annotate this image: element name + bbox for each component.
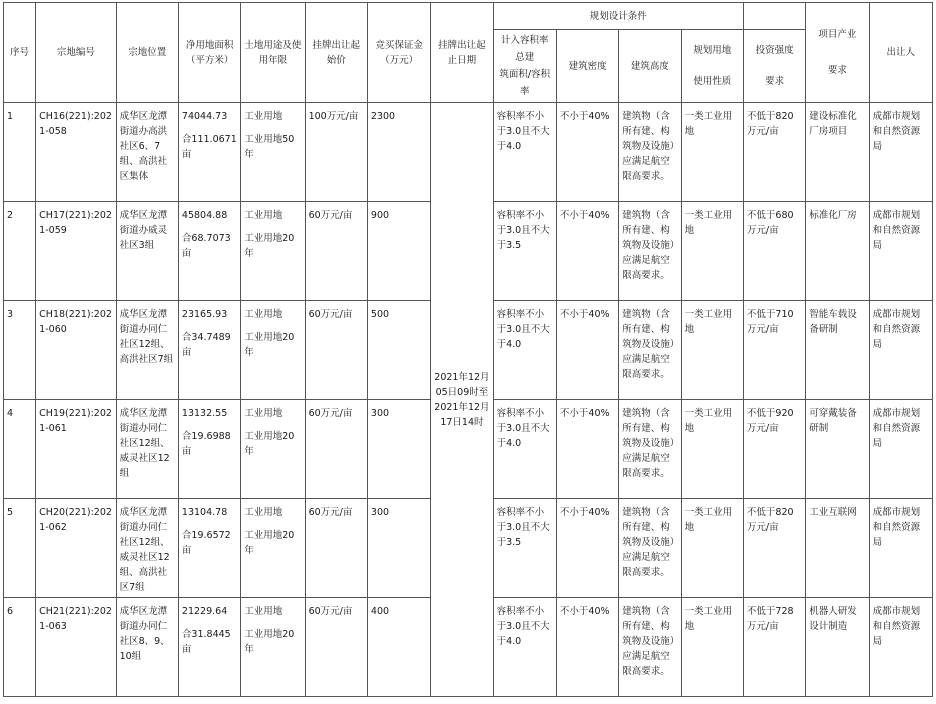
header-net-area: 净用地面积（平方米） (178, 3, 240, 103)
cell-net-area (178, 103, 240, 202)
cell-density: 不小于40% (556, 103, 618, 202)
cell-parcel-no: CH16(221):2021-058 (36, 103, 116, 202)
cell-seq: 2 (4, 202, 36, 301)
area-mu: 合19.6988亩 (181, 431, 231, 457)
cell-density: 不小于40% (556, 598, 618, 697)
cell-net-area (178, 499, 240, 598)
area-sqm: 13132.55 (181, 408, 228, 419)
cell-investment: 不低于820万元/亩 (743, 103, 805, 202)
cell-far: 容积率不小于3.0且不大于4.0 (493, 103, 556, 202)
cell-land-use (241, 499, 305, 598)
header-investment-line2: 要求 (765, 76, 785, 87)
header-planning-conditions: 规划设计条件 (493, 3, 743, 30)
cell-land-use (241, 400, 305, 499)
cell-parcel-no: CH21(221):2021-063 (36, 598, 116, 697)
cell-location: 成华区龙潭街道办同仁社区12组、威灵社区12组、高洪社区7组 (116, 499, 178, 598)
cell-parcel-no: CH19(221):2021-061 (36, 400, 116, 499)
land-use-term: 工业用地20年 (244, 332, 295, 358)
cell-grantor: 成都市规划和自然资源局 (869, 499, 932, 598)
header-seq: 序号 (4, 3, 36, 103)
cell-investment: 不低于920万元/亩 (743, 400, 805, 499)
header-density: 建筑密度 (556, 30, 618, 103)
cell-grantor: 成都市规划和自然资源局 (869, 598, 932, 697)
land-use-term: 工业用地20年 (244, 530, 295, 556)
cell-start-price: 100万元/亩 (305, 103, 367, 202)
cell-seq: 1 (4, 103, 36, 202)
cell-investment: 不低于710万元/亩 (743, 301, 805, 400)
land-listing-table (3, 2, 933, 697)
header-land-use: 土地用途及使用年限 (241, 3, 305, 103)
area-mu: 合68.7073亩 (181, 233, 231, 259)
cell-parcel-no: CH20(221):2021-062 (36, 499, 116, 598)
header-land-nature (681, 30, 743, 103)
cell-seq: 6 (4, 598, 36, 697)
cell-industry: 标准化厂房 (806, 202, 869, 301)
header-land-nature-line1: 规划用地 (693, 45, 732, 56)
cell-height: 建筑物（含所有建、构筑物及设施）应满足航空限高要求。 (619, 598, 681, 697)
land-use-term: 工业用地50年 (244, 134, 295, 160)
cell-deposit: 2300 (367, 103, 430, 202)
cell-parcel-no: CH18(221):2021-060 (36, 301, 116, 400)
cell-land-use (241, 103, 305, 202)
cell-investment: 不低于820万元/亩 (743, 499, 805, 598)
cell-listing-period: 2021年12月05日09时至2021年12月17日14时 (431, 103, 493, 697)
header-land-nature-line2: 使用性质 (693, 76, 732, 87)
cell-parcel-no: CH17(221):2021-059 (36, 202, 116, 301)
cell-density: 不小于40% (556, 400, 618, 499)
cell-industry: 工业互联网 (806, 499, 869, 598)
header-far (493, 30, 556, 103)
land-use-type: 工业用地 (244, 507, 283, 518)
cell-net-area (178, 400, 240, 499)
header-industry (806, 3, 869, 103)
cell-deposit: 300 (367, 499, 430, 598)
cell-seq: 5 (4, 499, 36, 598)
cell-start-price: 60万元/亩 (305, 499, 367, 598)
cell-deposit: 300 (367, 400, 430, 499)
cell-start-price: 60万元/亩 (305, 301, 367, 400)
cell-investment: 不低于728万元/亩 (743, 598, 805, 697)
land-use-type: 工业用地 (244, 408, 283, 419)
cell-industry: 可穿戴装备研制 (806, 400, 869, 499)
header-far-line1: 计入容积率 (500, 35, 549, 46)
area-sqm: 45804.88 (181, 210, 228, 221)
header-industry-line1: 项目产业 (818, 28, 857, 40)
header-investment (743, 30, 805, 103)
cell-location: 成华区龙潭街道办同仁社区12组、威灵社区12组 (116, 400, 178, 499)
cell-far: 容积率不小于3.0且不大于3.5 (493, 499, 556, 598)
header-deposit: 竞买保证金（万元） (367, 3, 430, 103)
cell-land-nature: 一类工业用地 (681, 400, 743, 499)
cell-height: 建筑物（含所有建、构筑物及设施）应满足航空限高要求。 (619, 103, 681, 202)
header-grantor: 出让人 (869, 3, 932, 103)
cell-land-nature: 一类工业用地 (681, 301, 743, 400)
cell-land-use (241, 598, 305, 697)
cell-industry: 机器人研发设计制造 (806, 598, 869, 697)
cell-start-price: 60万元/亩 (305, 400, 367, 499)
cell-location: 成华区龙潭街道办威灵社区3组 (116, 202, 178, 301)
cell-deposit: 900 (367, 202, 430, 301)
cell-net-area (178, 598, 240, 697)
cell-far: 容积率不小于3.0且不大于4.0 (493, 598, 556, 697)
table-row (4, 103, 933, 202)
cell-location: 成华区龙潭街道办同仁社区12组、高洪社区7组 (116, 301, 178, 400)
header-start-price: 挂牌出让起始价 (305, 3, 367, 103)
cell-investment: 不低于680万元/亩 (743, 202, 805, 301)
cell-land-nature: 一类工业用地 (681, 598, 743, 697)
cell-land-use (241, 202, 305, 301)
area-sqm: 13104.78 (181, 507, 228, 518)
header-listing-period: 挂牌出让起止日期 (431, 3, 493, 103)
cell-industry: 智能车载设备研制 (806, 301, 869, 400)
cell-land-use (241, 301, 305, 400)
land-use-type: 工业用地 (244, 111, 283, 122)
cell-net-area (178, 202, 240, 301)
cell-far: 容积率不小于3.0且不大于4.0 (493, 301, 556, 400)
cell-density: 不小于40% (556, 202, 618, 301)
header-location: 宗地位置 (116, 3, 178, 103)
cell-location: 成华区龙潭街道办高洪社区6、7组、高洪社区集体 (116, 103, 178, 202)
area-sqm: 21229.64 (181, 606, 228, 617)
cell-start-price: 60万元/亩 (305, 598, 367, 697)
land-use-term: 工业用地20年 (244, 629, 295, 655)
cell-land-nature: 一类工业用地 (681, 103, 743, 202)
header-far-line3: 筑面积/容积率 (499, 69, 551, 97)
cell-land-nature: 一类工业用地 (681, 499, 743, 598)
header-industry-line2: 要求 (827, 64, 847, 76)
header-investment-top (743, 3, 805, 30)
header-parcel-no: 宗地编号 (36, 3, 116, 103)
cell-grantor: 成都市规划和自然资源局 (869, 202, 932, 301)
cell-height: 建筑物（含所有建、构筑物及设施）应满足航空限高要求。 (619, 202, 681, 301)
cell-height: 建筑物（含所有建、构筑物及设施）应满足航空限高要求。 (619, 400, 681, 499)
cell-grantor: 成都市规划和自然资源局 (869, 103, 932, 202)
area-sqm: 23165.93 (181, 309, 228, 320)
cell-grantor: 成都市规划和自然资源局 (869, 301, 932, 400)
cell-density: 不小于40% (556, 499, 618, 598)
cell-industry: 建设标准化厂房项目 (806, 103, 869, 202)
area-mu: 合31.8445亩 (181, 629, 231, 655)
cell-height: 建筑物（含所有建、构筑物及设施）应满足航空限高要求。 (619, 301, 681, 400)
cell-net-area (178, 301, 240, 400)
area-mu: 合111.0671亩 (181, 134, 237, 160)
cell-density: 不小于40% (556, 301, 618, 400)
land-use-term: 工业用地20年 (244, 431, 295, 457)
cell-start-price: 60万元/亩 (305, 202, 367, 301)
cell-seq: 4 (4, 400, 36, 499)
area-sqm: 74044.73 (181, 111, 228, 122)
cell-far: 容积率不小于3.0且不大于4.0 (493, 400, 556, 499)
header-height: 建筑高度 (619, 30, 681, 103)
land-use-type: 工业用地 (244, 309, 283, 320)
cell-deposit: 400 (367, 598, 430, 697)
header-investment-line1: 投资强度 (755, 45, 794, 56)
area-mu: 合34.7489亩 (181, 332, 231, 358)
cell-grantor: 成都市规划和自然资源局 (869, 400, 932, 499)
header-far-line2: 总建 (515, 52, 535, 63)
area-mu: 合19.6572亩 (181, 530, 231, 556)
cell-far: 容积率不小于3.0且不大于3.5 (493, 202, 556, 301)
land-use-type: 工业用地 (244, 210, 283, 221)
land-use-term: 工业用地20年 (244, 233, 295, 259)
cell-land-nature: 一类工业用地 (681, 202, 743, 301)
cell-deposit: 500 (367, 301, 430, 400)
land-use-type: 工业用地 (244, 606, 283, 617)
cell-seq: 3 (4, 301, 36, 400)
cell-location: 成华区龙潭街道办同仁社区8、9、10组 (116, 598, 178, 697)
cell-height: 建筑物（含所有建、构筑物及设施）应满足航空限高要求。 (619, 499, 681, 598)
